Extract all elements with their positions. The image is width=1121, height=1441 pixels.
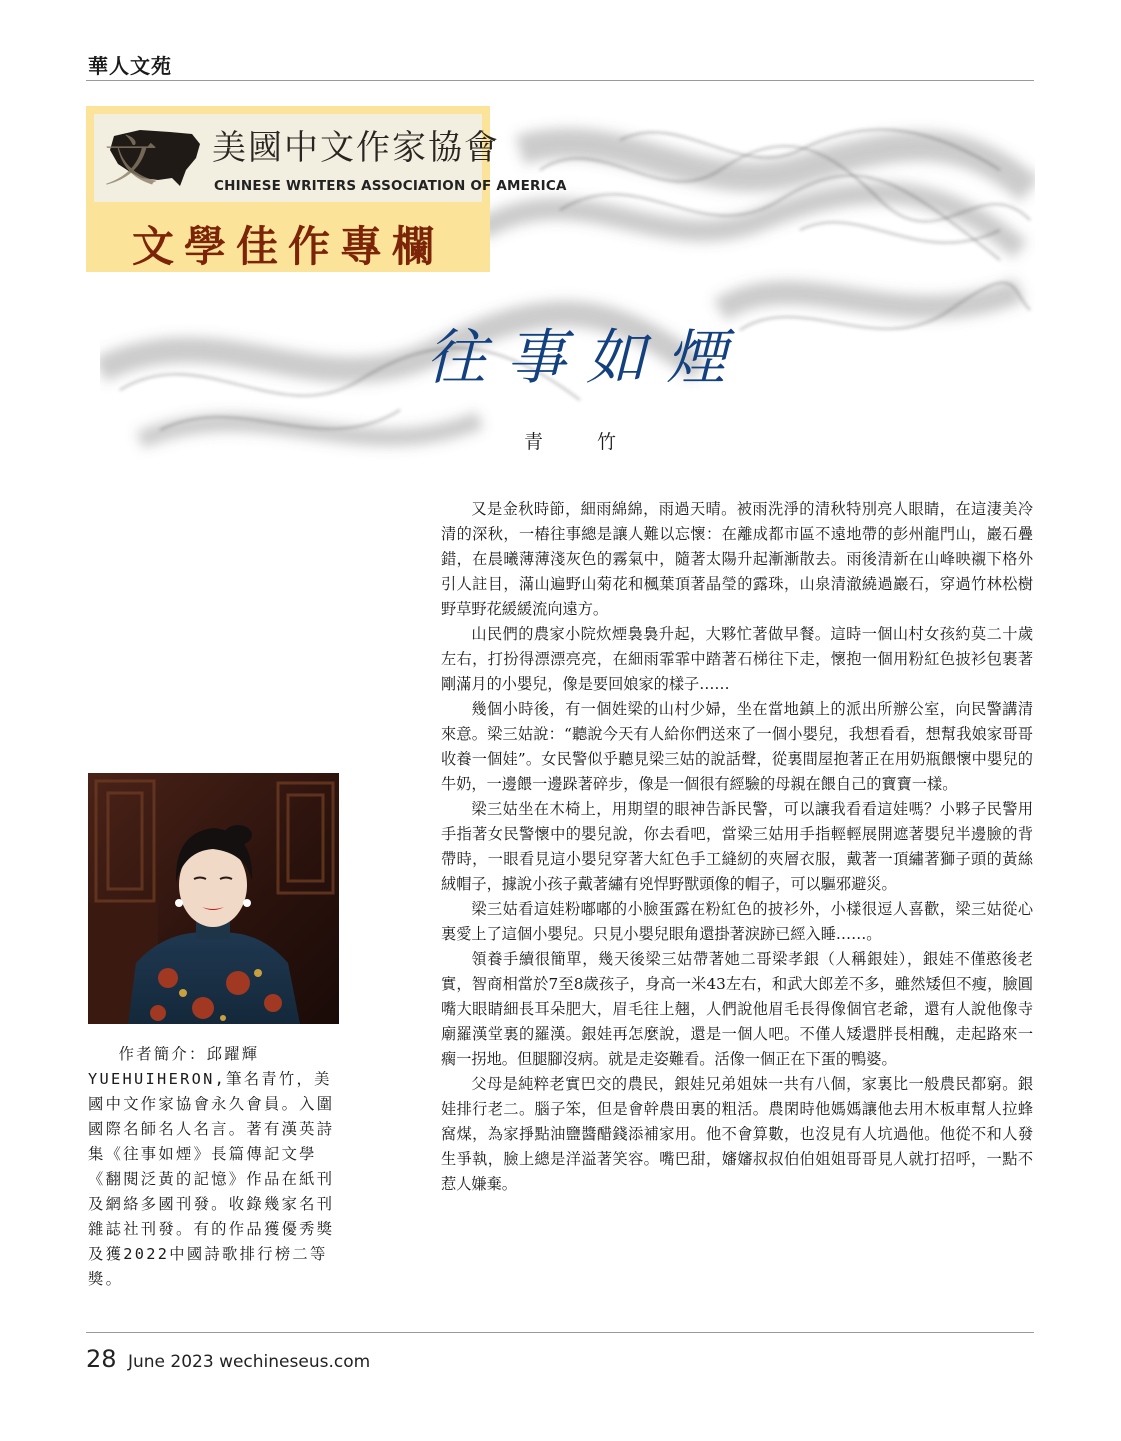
footer-divider [86, 1332, 1034, 1333]
article-paragraph: 梁三姑看這娃粉嘟嘟的小臉蛋露在粉紅色的披衫外，小樣很逗人喜歡，梁三姑從心裏愛上了這個小嬰兒。只見小嬰兒眼角還掛著淚跡已經入睡……。 [441, 900, 1033, 943]
column-name: 文學佳作專欄 [131, 222, 444, 271]
section-header: 華人文苑 [88, 54, 172, 78]
article-paragraph: 梁三姑坐在木椅上，用期望的眼神告訴民警，可以讓我看看這娃嗎？小夥子民警用手指著女民警懷中的嬰兒說，你去看吧，當梁三姑用手指輕輕展開遮著嬰兒半邊臉的背帶時，一眼看見這小嬰兒穿著大紅色手工縫紉的夾層衣服，戴著一頂繡著獅子頭的黃絲絨帽子，據說小孩子戴著繡有兇悍野獸頭像的帽子，可以驅邪避災。 [441, 800, 1033, 893]
author-bio [88, 1042, 340, 1292]
header-divider [86, 80, 1034, 81]
issue-date: June 2023 [127, 1352, 214, 1372]
article-title: 往事如煙 [426, 323, 746, 393]
association-banner [86, 106, 567, 272]
article-body [441, 497, 1033, 1197]
svg-text:文: 文 [104, 130, 158, 193]
article-paragraph: 父母是純粹老實巴交的農民，銀娃兄弟姐妹一共有八個，家裏比一般農民都窮。銀娃排行老二。腦子笨，但是會幹農田裏的粗活。農閑時他媽媽讓他去用木板車幫人拉蜂窩煤，為家掙點油鹽醬醋錢添補家用。他不會算數，也沒見有人坑過他。他從不和人發生爭執，臉上總是洋溢著笑容。嘴巴甜，嬸嬸叔叔伯伯姐姐哥哥見人就打招呼，一點不惹人嫌棄。 [441, 1075, 1033, 1193]
usa-map-logo-icon [100, 118, 210, 198]
article-paragraph: 山民們的農家小院炊煙裊裊升起，大夥忙著做早餐。這時一個山村女孩約莫二十歲左右，打扮得漂漂亮亮，在細雨霏霏中踏著石梯往下走，懷抱一個用粉紅色披衫包裹著剛滿月的小嬰兒，像是要回娘家的樣子…… [441, 625, 1033, 693]
article-paragraph: 幾個小時後，有一個姓梁的山村少婦，坐在當地鎮上的派出所辦公室，向民警講清來意。梁三姑說：“聽說今天有人給你們送來了一個小嬰兒，我想看看，想幫我娘家哥哥收養一個娃”。女民警似乎聽見梁三姑的說話聲，從裏間屋抱著正在用奶瓶餵懷中嬰兒的牛奶，一邊餵一邊跺著碎步，像是一個很有經驗的母親在餵自己的寶寶一樣。 [441, 700, 1033, 793]
banner-header [94, 114, 567, 202]
page-number: 28 [86, 1345, 117, 1373]
website-link[interactable]: wechineseus.com [219, 1352, 371, 1372]
article-paragraph: 領養手續很簡單，幾天後梁三姑帶著她二哥梁孝銀（人稱銀娃），銀娃不僅憨後老實，智商相當於7至8歲孩子，身高一米43左右，和武大郎差不多，雖然矮但不瘦，臉圓嘴大眼睛細長耳朵肥大，眉毛往上翹，人們說他眉毛長得像個官老爺，還有人說他像寺廟羅漢堂裏的羅漢。銀娃再怎麼說，還是一個人吧。不僅人矮還胖長相醜，走起路來一瘸一拐地。但腿腳沒病。就是走姿難看。活像一個正在下蛋的鴨婆。 [441, 950, 1033, 1068]
page-footer [86, 1345, 370, 1373]
article-author: 青 竹 [524, 431, 641, 453]
article-paragraph: 又是金秋時節，細雨綿綿，雨過天晴。被雨洗淨的清秋特別亮人眼睛，在這淒美冷清的深秋，一樁往事總是讓人難以忘懷：在離成都市區不遠地帶的彭州龍門山，巖石疊錯，在晨曦薄薄淺灰色的霧氣中，隨著太陽升起漸漸散去。雨後清新在山峰映襯下格外引人註目，滿山遍野山菊花和楓葉頂著晶瑩的露珠，山泉清澈繞過巖石，穿過竹林松樹野草野花緩緩流向遠方。 [441, 500, 1033, 618]
author-bio-text: 作者簡介：邱躍輝YUEHUIHERON,筆名青竹，美國中文作家協會永久會員。入圍國際名師名人名言。著有漢英詩集《往事如煙》長篇傳記文學《翻閱泛黃的記憶》作品在紙刊及網絡多國刊發。收錄幾家名刊雜誌社刊發。有的作品獲優秀獎及獲2022中國詩歌排行榜二等獎。 [88, 1045, 335, 1288]
association-name-en: CHINESE WRITERS ASSOCIATION OF AMERICA [214, 178, 567, 194]
association-name-zh: 美國中文作家協會 [212, 128, 500, 168]
author-portrait [88, 773, 339, 1024]
